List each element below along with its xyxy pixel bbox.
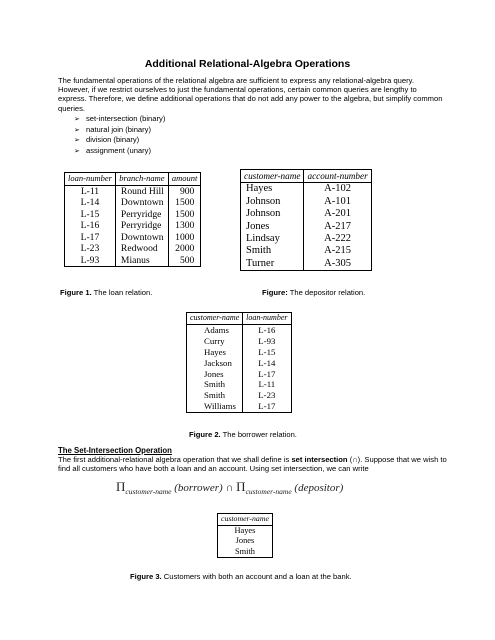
table-cell: L-14: [65, 197, 116, 209]
table-header-row: [65, 173, 201, 186]
table-row: [65, 232, 201, 244]
formula-relation: (borrower): [174, 482, 223, 494]
table-cell: L-17: [243, 369, 291, 380]
column-header: account-number: [304, 170, 371, 183]
table-cell: L-15: [243, 347, 291, 358]
figure-2-caption: [189, 430, 297, 439]
table-row: [187, 379, 292, 390]
table-cell: Hayes: [187, 347, 243, 358]
table-cell: Redwood: [115, 243, 168, 255]
intersection-formula: [116, 479, 343, 496]
operations-list: [74, 114, 165, 156]
table-row: [218, 525, 273, 536]
table-cell: Adams: [187, 324, 243, 335]
borrower-table: [186, 312, 292, 413]
table-cell: Perryridge: [115, 209, 168, 221]
table-row: [241, 258, 372, 271]
table-cell: L-17: [65, 232, 116, 244]
table-cell: Curry: [187, 336, 243, 347]
table-row: [241, 208, 372, 220]
figure-3-caption: [130, 572, 352, 581]
table-row: [187, 358, 292, 369]
table-cell: 1500: [168, 209, 201, 221]
table-row: [241, 221, 372, 233]
table-cell: Smith: [218, 547, 273, 558]
projection-symbol: Π: [116, 479, 126, 494]
table-header-row: [241, 170, 372, 183]
table-cell: Lindsay: [241, 233, 304, 245]
column-header: customer-name: [241, 170, 304, 183]
loan-table: [64, 172, 201, 267]
list-item: ➢ division (binary): [74, 135, 165, 146]
table-cell: L-15: [65, 209, 116, 221]
table-cell: A-215: [304, 245, 371, 257]
caption-text: The loan relation.: [91, 288, 153, 297]
list-item: ➢ assignment (unary): [74, 146, 165, 157]
table-cell: L-17: [243, 401, 291, 412]
caption-label: Figure 3.: [130, 572, 162, 581]
result-table: [217, 513, 273, 558]
table-cell: A-305: [304, 258, 371, 271]
formula-subscript: customer-name: [245, 487, 292, 497]
column-header: customer-name: [187, 313, 243, 325]
table-row: [65, 209, 201, 221]
table-cell: Smith: [187, 390, 243, 401]
table-cell: Jackson: [187, 358, 243, 369]
table-row: [187, 390, 292, 401]
table-cell: L-93: [243, 336, 291, 347]
table-cell: A-217: [304, 221, 371, 233]
list-item: ➢ set-intersection (binary): [74, 114, 165, 125]
paragraph-bold-term: set intersection: [291, 455, 348, 464]
table-cell: Jones: [241, 221, 304, 233]
table-row: [65, 243, 201, 255]
table-cell: Hayes: [218, 525, 273, 536]
table-row: [187, 324, 292, 335]
table-cell: 900: [168, 185, 201, 197]
depositor-figure-caption: [262, 288, 365, 297]
page-title: Additional Relational-Algebra Operations: [144, 58, 351, 70]
table-cell: Jones: [218, 536, 273, 547]
table-cell: Smith: [241, 245, 304, 257]
table-cell: Williams: [187, 401, 243, 412]
caption-label: Figure 1.: [60, 288, 92, 297]
table-cell: Smith: [187, 379, 243, 390]
caption-text: The borrower relation.: [220, 430, 297, 439]
table-cell: L-11: [243, 379, 291, 390]
depositor-table: [240, 169, 372, 271]
table-cell: 1000: [168, 232, 201, 244]
table-header-row: [187, 313, 292, 325]
table-row: [241, 245, 372, 257]
table-cell: 2000: [168, 243, 201, 255]
table-cell: A-101: [304, 196, 371, 208]
table-cell: Perryridge: [115, 220, 168, 232]
intersection-operator: ∩: [222, 482, 237, 494]
table-cell: L-16: [65, 220, 116, 232]
table-cell: Round Hill: [115, 185, 168, 197]
table-cell: A-102: [304, 183, 371, 196]
table-row: [187, 347, 292, 358]
table-cell: Turner: [241, 258, 304, 271]
table-header-row: [218, 514, 273, 526]
table-cell: 500: [168, 255, 201, 267]
paragraph-text: The first additional-relational algebra operation that we shall define is: [58, 455, 292, 464]
table-cell: A-222: [304, 233, 371, 245]
table-row: [187, 401, 292, 412]
table-row: [241, 183, 372, 196]
table-cell: Downtown: [115, 232, 168, 244]
figure-1-caption: [60, 288, 152, 297]
table-cell: L-23: [243, 390, 291, 401]
table-cell: 1300: [168, 220, 201, 232]
table-cell: Johnson: [241, 196, 304, 208]
table-cell: L-16: [243, 324, 291, 335]
table-row: [241, 233, 372, 245]
list-item: ➢ natural join (binary): [74, 125, 165, 136]
table-cell: A-201: [304, 208, 371, 220]
paragraph-text: (∩). Suppose that we wish to find all customers who have both a loan and an account. Using set intersection, we can write: [58, 455, 447, 474]
table-cell: Mianus: [115, 255, 168, 267]
table-row: [65, 197, 201, 209]
table-row: [187, 336, 292, 347]
caption-text: The depositor relation.: [287, 288, 366, 297]
table-cell: Johnson: [241, 208, 304, 220]
column-header: loan-number: [65, 173, 116, 186]
table-cell: Hayes: [241, 183, 304, 196]
table-cell: L-14: [243, 358, 291, 369]
table-cell: Jones: [187, 369, 243, 380]
table-row: [65, 255, 201, 267]
table-row: [187, 369, 292, 380]
column-header: amount: [168, 173, 201, 186]
table-cell: L-23: [65, 243, 116, 255]
column-header: customer-name: [218, 514, 273, 526]
table-row: [218, 547, 273, 558]
table-row: [241, 196, 372, 208]
caption-label: Figure 2.: [189, 430, 221, 439]
section-heading: The Set-Intersection Operation: [58, 446, 172, 455]
table-cell: L-93: [65, 255, 116, 267]
intro-paragraph: The fundamental operations of the relational algebra are sufficient to express any relational-algebra query. However, if we restrict ourselves to just the fundamental operations, certain common queries are lengthy to express. Therefore, we define additional operations that do not add any power to the algebra, but simplify common queries.: [58, 76, 443, 113]
section-paragraph: [58, 455, 450, 473]
column-header: loan-number: [243, 313, 291, 325]
table-row: [65, 220, 201, 232]
table-cell: L-11: [65, 185, 116, 197]
caption-label: Figure:: [262, 288, 288, 297]
table-cell: 1500: [168, 197, 201, 209]
formula-subscript: customer-name: [125, 487, 172, 497]
table-row: [218, 536, 273, 547]
projection-symbol: Π: [236, 479, 246, 494]
caption-text: Customers with both an account and a loan at the bank.: [161, 572, 352, 581]
column-header: branch-name: [115, 173, 168, 186]
table-cell: Downtown: [115, 197, 168, 209]
table-row: [65, 185, 201, 197]
formula-relation: (depositor): [294, 482, 344, 494]
